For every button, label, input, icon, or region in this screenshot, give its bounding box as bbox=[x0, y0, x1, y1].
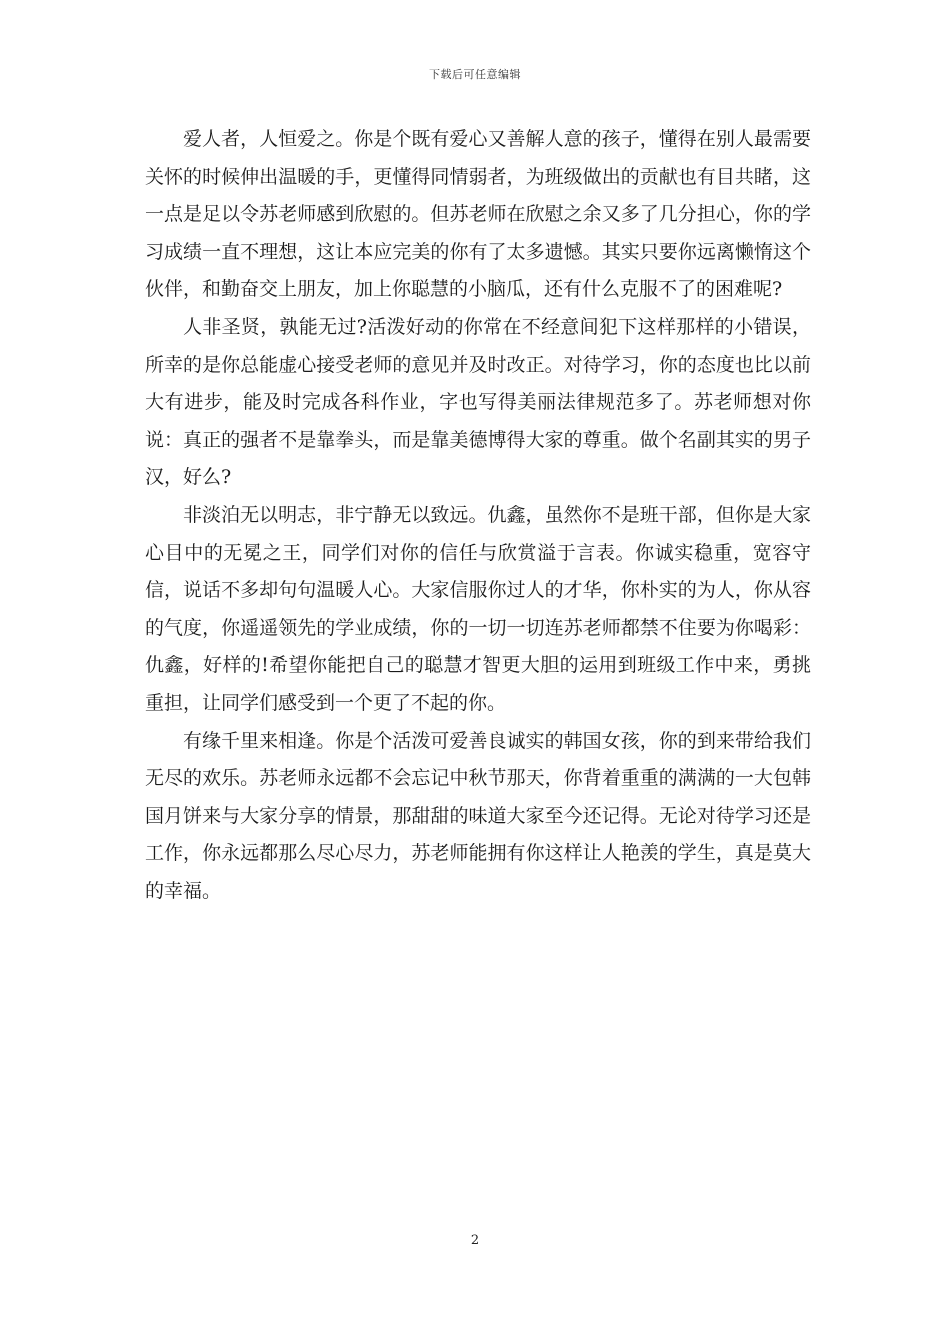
paragraph-2: 人非圣贤，孰能无过?活泼好动的你常在不经意间犯下这样那样的小错误，所幸的是你总能虚心接受老师的意见并及时改正。对待学习，你的态度也比以前大有进步，能及时完成各科作业，字也写得美丽法律规范多了。苏老师想对你说：真正的强者不是靠拳头，而是靠美德博得大家的尊重。做个名副其实的男子汉，好么? bbox=[145, 315, 811, 489]
paragraph-3: 非淡泊无以明志，非宁静无以致远。仇鑫，虽然你不是班干部，但你是大家心目中的无冕之王，同学们对你的信任与欣赏溢于言表。你诚实稳重，宽容守信，说话不多却句句温暖人心。大家信服你过人的才华，你朴实的为人，你从容的气度，你遥遥领先的学业成绩，你的一切一切连苏老师都禁不住要为你喝彩：仇鑫，好样的!希望你能把自己的聪慧才智更大胆的运用到班级工作中来，勇挑重担，让同学们感受到一个更了不起的你。 bbox=[145, 503, 811, 714]
document-body bbox=[145, 121, 811, 910]
paragraph-1: 爱人者，人恒爱之。你是个既有爱心又善解人意的孩子，懂得在别人最需要关怀的时候伸出温暖的手，更懂得同情弱者，为班级做出的贡献也有目共睹，这一点是足以令苏老师感到欣慰的。但苏老师在欣慰之余又多了几分担心，你的学习成绩一直不理想，这让本应完美的你有了太多遗憾。其实只要你远离懒惰这个伙伴，和勤奋交上朋友，加上你聪慧的小脑瓜，还有什么克服不了的困难呢? bbox=[145, 128, 811, 301]
page-header: 下载后可任意编辑 bbox=[429, 68, 521, 81]
page-number: 2 bbox=[470, 1233, 480, 1248]
paragraph-4: 有缘千里来相逢。你是个活泼可爱善良诚实的韩国女孩，你的到来带给我们无尽的欢乐。苏老师永远都不会忘记中秋节那天，你背着重重的满满的一大包韩国月饼来与大家分享的情景，那甜甜的味道大家至今还记得。无论对待学习还是工作，你永远都那么尽心尽力，苏老师能拥有你这样让人艳羡的学生，真是莫大的幸福。 bbox=[145, 729, 811, 902]
